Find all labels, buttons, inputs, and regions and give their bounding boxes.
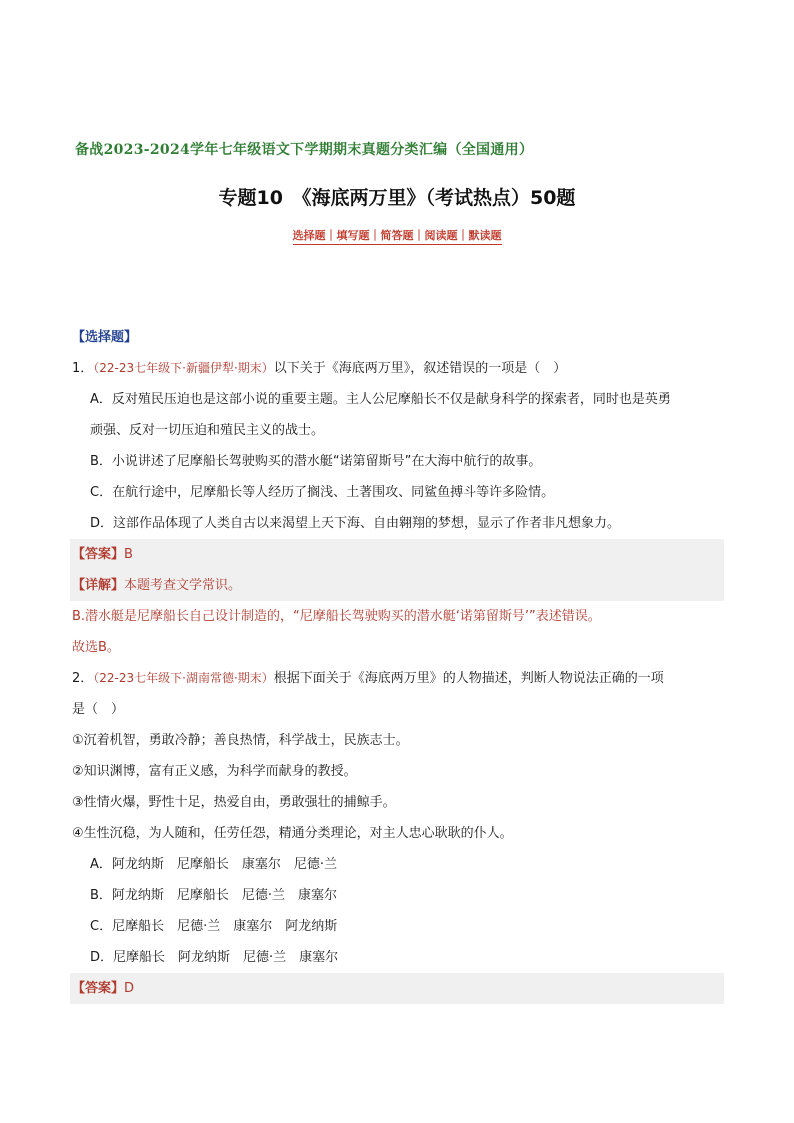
q1-stem xyxy=(72,353,724,384)
q1-detail-conclusion: 故选B。 xyxy=(72,640,120,655)
q2-option-c: C．尼摩船长 尼德·兰 康塞尔 阿龙纳斯 xyxy=(90,919,338,934)
page-title: 专题10 《海底两万里》（考试热点）50题 xyxy=(218,187,576,209)
q1-option-a: A．反对殖民压迫也是这部小说的重要主题。主人公尼摩船长不仅是献身科学的探索者，同时也是英勇 xyxy=(90,392,671,407)
q2-answer-block xyxy=(70,973,724,1004)
q2-item-4: ④生性沉稳，为人随和，任劳任怨，精通分类理论，对主人忠心耿耿的仆人。 xyxy=(72,826,513,841)
q2-option-b: B．阿龙纳斯 尼摩船长 尼德·兰 康塞尔 xyxy=(90,888,338,903)
tags-text: 选择题｜填写题｜简答题｜阅读题｜默读题 xyxy=(293,229,502,245)
q1-option-d: D．这部作品体现了人类自古以来渴望上天下海、自由翱翔的梦想，显示了作者非凡想象力。 xyxy=(90,516,621,531)
answer-label: 【答案】 xyxy=(72,981,125,996)
detail-label: 【详解】 xyxy=(72,578,125,593)
q2-stem-text: 根据下面关于《海底两万里》的人物描述，判断人物说法正确的一项 xyxy=(273,671,664,686)
q1-detail xyxy=(72,570,724,601)
answer-value: D xyxy=(124,981,135,996)
q2-item-3: ③性情火爆，野性十足，热爱自由，勇敢强壮的捕鲸手。 xyxy=(72,795,396,810)
q1-option-b: B．小说讲述了尼摩船长驾驶购买的潜水艇“诺第留斯号”在大海中航行的故事。 xyxy=(90,454,542,469)
q1-option-c: C．在航行途中，尼摩船长等人经历了搁浅、土著围攻、同鲨鱼搏斗等许多险情。 xyxy=(90,485,555,500)
q2-item-2: ②知识渊博，富有正义感，为科学而献身的教授。 xyxy=(72,764,357,779)
q1-detail-explanation: B.潜水艇是尼摩船长自己设计制造的，“尼摩船长驾驶购买的潜水艇‘诺第留斯号’”表述错误。 xyxy=(72,609,601,624)
q1-number: 1． xyxy=(72,361,94,376)
detail-text: 本题考查文学常识。 xyxy=(124,578,242,593)
q2-answer xyxy=(72,973,724,1004)
content-body xyxy=(72,322,724,1004)
series-title: 备战2023-2024学年七年级语文下学期期末真题分类汇编（全国通用） xyxy=(75,142,534,158)
q2-stem-cont: 是（ ） xyxy=(72,702,125,717)
q1-option-a-cont: 顽强、反对一切压迫和殖民主义的战士。 xyxy=(90,423,325,438)
q2-option-d: D．尼摩船长 阿龙纳斯 尼德·兰 康塞尔 xyxy=(90,950,339,965)
q2-option-a: A．阿龙纳斯 尼摩船长 康塞尔 尼德·兰 xyxy=(90,857,338,872)
q2-number: 2． xyxy=(72,671,94,686)
q1-source: （22-23七年级下·新疆伊犁·期末） xyxy=(93,361,274,375)
answer-label: 【答案】 xyxy=(72,547,125,562)
question-type-tags xyxy=(0,227,794,243)
q2-item-1: ①沉着机智，勇敢冷静；善良热情，科学战士，民族志士。 xyxy=(72,733,409,748)
q1-answer-block xyxy=(70,539,724,601)
q1-answer xyxy=(72,539,724,570)
q2-stem xyxy=(72,663,724,694)
section-heading: 【选择题】 xyxy=(72,330,138,345)
q1-stem-text: 以下关于《海底两万里》，叙述错误的一项是（ ） xyxy=(273,361,567,376)
q2-source: （22-23七年级下·湖南常德·期末） xyxy=(93,671,274,685)
answer-value: B xyxy=(124,547,133,562)
